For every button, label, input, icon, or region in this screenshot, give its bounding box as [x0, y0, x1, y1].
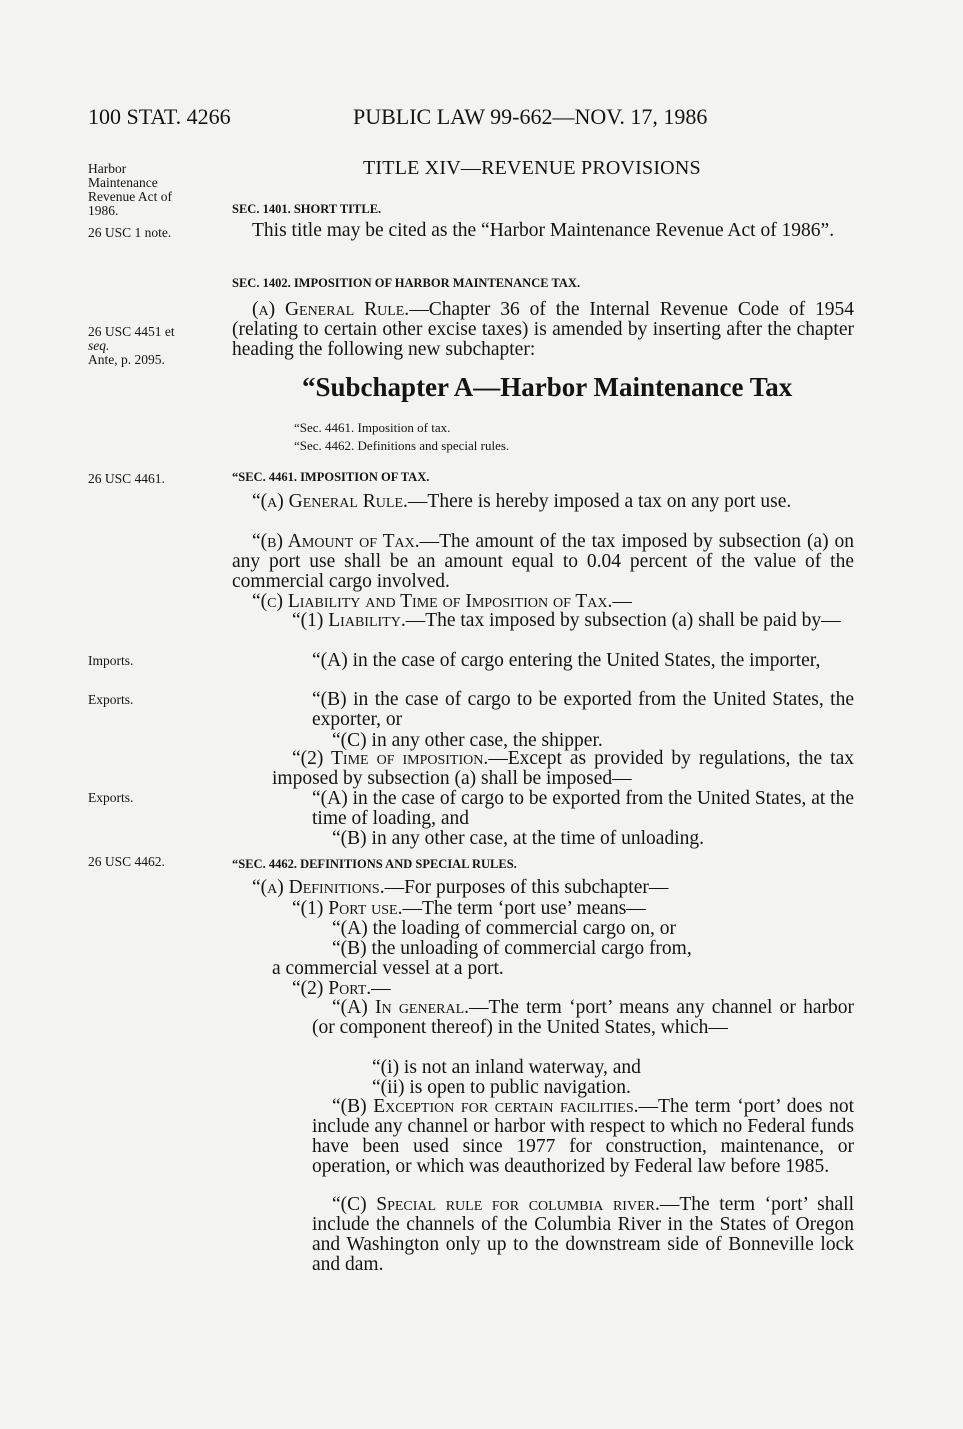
paragraph: “(2) Port.— — [292, 978, 391, 999]
paragraph: “(A) the loading of commercial cargo on, or — [332, 918, 677, 939]
title-heading: TITLE XIV—REVENUE PROVISIONS — [363, 157, 701, 179]
paragraph-label: “(A) In general. — [332, 997, 470, 1018]
paragraph-label: “(2) Time of imposition. — [292, 748, 489, 769]
margin-note-line: Harbor — [88, 161, 127, 176]
paragraph: “(C) in any other case, the shipper. — [332, 730, 603, 751]
paragraph — [312, 690, 854, 730]
margin-note-exports: Exports. — [88, 692, 134, 707]
paragraph — [272, 749, 854, 789]
margin-note-line: Ante, p. 2095. — [88, 352, 165, 367]
margin-note-imports: Imports. — [88, 653, 134, 668]
paragraph: This title may be cited as the “Harbor Maintenance Revenue Act of 1986”. — [252, 220, 835, 241]
margin-note-line: Revenue Act of — [88, 189, 172, 204]
paragraph-text: —Chapter 36 of the Internal Revenue Code of 1954 (relating to certain other excise taxes) is amended by inserting after the chapter heading the following new subchapter: — [232, 299, 854, 360]
paragraph-label: “(a) Definitions. — [252, 877, 385, 898]
paragraph: “(ii) is open to public navigation. — [372, 1077, 631, 1098]
paragraph-label: “(C) Special rule for columbia river. — [332, 1194, 660, 1215]
public-law-header: PUBLIC LAW 99-662—NOV. 17, 1986 — [353, 104, 708, 129]
paragraph-text: —The term ‘port’ does not include any channel or harbor with respect to which no Federal funds have been used since 1977 for construction, maintenance, or operation, or which was deauthorized by Federal law before 1985. — [312, 1096, 854, 1177]
paragraph-label: “(1) Port use. — [292, 898, 403, 919]
paragraph-text: “(A) in the case of cargo to be exported from the United States, at the time of loading, and — [312, 788, 854, 829]
paragraph: “(B) the unloading of commercial cargo from, — [332, 938, 692, 959]
paragraph-text: —The term ‘port use’ means— — [402, 898, 646, 919]
margin-note-usc-4462: 26 USC 4462. — [88, 854, 165, 869]
paragraph — [292, 898, 646, 919]
paragraph — [232, 532, 854, 592]
subchapter-title: “Subchapter A—Harbor Maintenance Tax — [302, 372, 793, 402]
paragraph-text: —The tax imposed by subsection (a) shall be paid by— — [405, 610, 841, 631]
paragraph — [312, 789, 854, 829]
stat-page-number: 100 STAT. 4266 — [88, 104, 231, 129]
paragraph-label: “(1) Liability. — [292, 610, 406, 631]
paragraph-text: —There is hereby imposed a tax on any port use. — [407, 491, 792, 512]
margin-note-line: Maintenance — [88, 175, 158, 190]
paragraph — [232, 300, 854, 360]
paragraph-label: “(B) Exception for certain facilities. — [332, 1096, 639, 1117]
section-heading: “SEC. 4461. IMPOSITION OF TAX. — [232, 470, 430, 484]
paragraph-text: —For purposes of this subchapter— — [384, 877, 669, 898]
margin-note-line: 26 USC 4451 et — [88, 324, 175, 339]
paragraph — [232, 492, 854, 512]
paragraph — [272, 611, 854, 631]
margin-note-usc-1: 26 USC 1 note. — [88, 225, 172, 240]
paragraph-text: —The amount of the tax imposed by subsection (a) on any port use shall be an amount equal to 0.04 percent of the value of the commercial cargo involved. — [232, 531, 854, 592]
section-heading: “SEC. 4462. DEFINITIONS AND SPECIAL RULES. — [232, 857, 517, 871]
paragraph — [312, 1097, 854, 1177]
paragraph-text: —The term ‘port’ shall include the channels of the Columbia River in the States of Oregon and Washington only up to the downstream side of Bonneville lock and dam. — [312, 1194, 854, 1275]
paragraph — [312, 998, 854, 1038]
toc-entry: “Sec. 4461. Imposition of tax. — [294, 420, 451, 435]
margin-note-line: seq. — [88, 338, 110, 353]
section-heading: SEC. 1402. IMPOSITION OF HARBOR MAINTENANCE TAX. — [232, 276, 581, 290]
paragraph: “(c) Liability and Time of Imposition of Tax.— — [252, 591, 632, 612]
margin-note-harbor-act — [88, 162, 172, 218]
paragraph-label: “(a) General Rule. — [252, 491, 408, 512]
margin-note-exports-2: Exports. — [88, 790, 134, 805]
paragraph-text: —Except as provided by regulations, the tax imposed by subsection (a) shall be imposed— — [272, 748, 854, 789]
paragraph-text: “(B) in the case of cargo to be exported from the United States, the exporter, or — [312, 689, 854, 730]
paragraph — [252, 877, 668, 898]
paragraph — [312, 651, 854, 671]
paragraph: a commercial vessel at a port. — [272, 958, 504, 979]
toc-entry: “Sec. 4462. Definitions and special rules. — [294, 438, 510, 453]
paragraph-text: “(A) in the case of cargo entering the United States, the importer, — [312, 650, 821, 671]
margin-note-usc-4461: 26 USC 4461. — [88, 471, 165, 486]
paragraph — [312, 1195, 854, 1275]
paragraph-label: (a) General Rule. — [252, 299, 410, 320]
margin-note-line: 1986. — [88, 203, 119, 218]
section-heading: SEC. 1401. SHORT TITLE. — [232, 202, 382, 216]
paragraph: “(B) in any other case, at the time of unloading. — [332, 828, 705, 849]
paragraph: “(i) is not an inland waterway, and — [372, 1057, 641, 1078]
paragraph-label: “(b) Amount of Tax. — [252, 531, 420, 552]
paragraph-text: —The term ‘port’ means any channel or harbor (or component thereof) in the United States, which— — [312, 997, 854, 1038]
margin-note-usc-4451 — [88, 325, 175, 367]
